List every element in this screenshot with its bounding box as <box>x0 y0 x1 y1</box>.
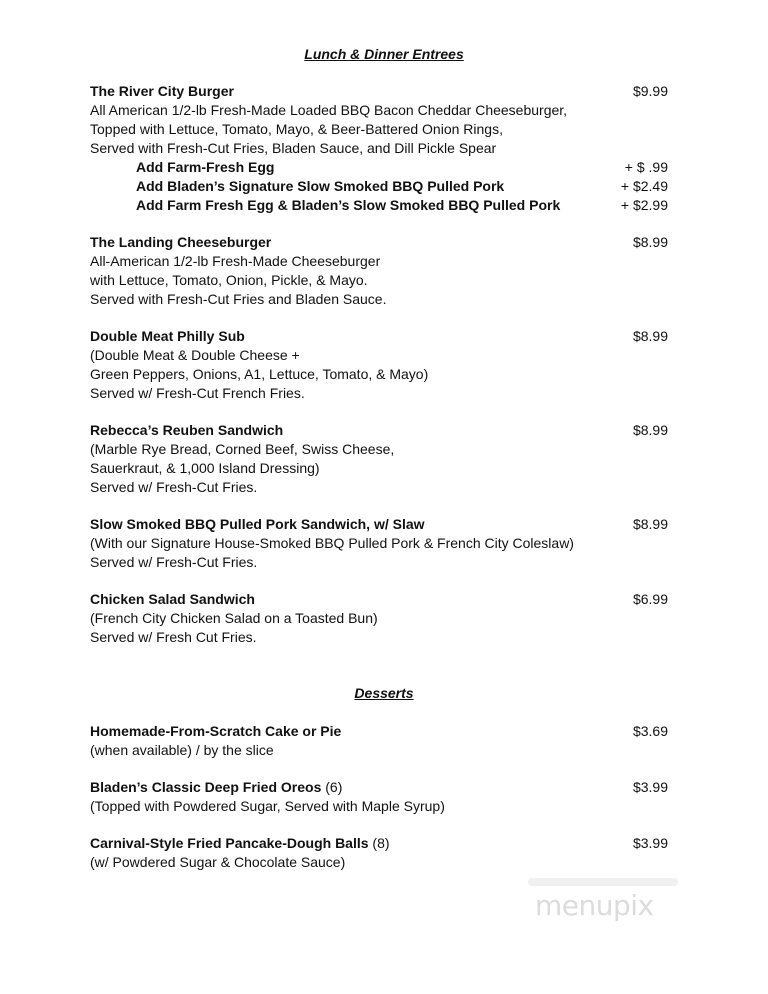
item-name: Bladen’s Classic Deep Fried Oreos <box>90 779 322 795</box>
item-description: Served with Fresh-Cut Fries and Bladen Sauce. <box>90 291 387 307</box>
item-description: Served w/ Fresh-Cut Fries. <box>90 479 258 495</box>
menu-item <box>90 834 668 872</box>
watermark-logo: menupix <box>535 889 654 922</box>
item-name: Double Meat Philly Sub <box>90 328 245 344</box>
item-description: (With our Signature House-Smoked BBQ Pulled Pork & French City Coleslaw) <box>90 535 574 551</box>
item-price: $9.99 <box>632 83 668 99</box>
item-name: Carnival-Style Fried Pancake-Dough Balls <box>90 835 369 851</box>
item-description: (Double Meat & Double Cheese + <box>90 347 300 363</box>
entrees-title: Lunch & Dinner Entrees <box>304 46 464 62</box>
item-name: Rebecca’s Reuben Sandwich <box>90 422 284 438</box>
menu-item <box>90 82 668 215</box>
item-name: Slow Smoked BBQ Pulled Pork Sandwich, w/ Slaw <box>90 516 425 532</box>
desserts-title: Desserts <box>354 685 414 701</box>
addon-row <box>90 177 668 196</box>
item-name: Homemade-From-Scratch Cake or Pie <box>90 723 342 739</box>
item-description: Topped with Lettuce, Tomato, Mayo, & Beer-Battered Onion Rings, <box>90 121 503 137</box>
item-name: Chicken Salad Sandwich <box>90 591 255 607</box>
item-description: (when available) / by the slice <box>90 742 274 758</box>
addon-name: Add Farm Fresh Egg & Bladen’s Slow Smoked BBQ Pulled Pork <box>136 197 561 213</box>
addon-price: + $2.99 <box>620 197 668 213</box>
addon-name: Add Farm-Fresh Egg <box>136 159 275 175</box>
item-description: Sauerkraut, & 1,000 Island Dressing) <box>90 460 320 476</box>
item-description: (Topped with Powdered Sugar, Served with Maple Syrup) <box>90 798 445 814</box>
menu-item <box>90 233 668 309</box>
item-description: with Lettuce, Tomato, Onion, Pickle, & Mayo. <box>90 272 368 288</box>
item-description: Served w/ Fresh-Cut Fries. <box>90 554 258 570</box>
item-count: (6) <box>321 779 343 795</box>
item-price: $3.99 <box>632 835 668 851</box>
addon-price: + $ .99 <box>624 159 668 175</box>
addon-row <box>90 158 668 177</box>
item-description: (French City Chicken Salad on a Toasted Bun) <box>90 610 378 626</box>
item-price: $3.99 <box>632 779 668 795</box>
item-description: (w/ Powdered Sugar & Chocolate Sauce) <box>90 854 346 870</box>
item-price: $8.99 <box>632 422 668 438</box>
item-price: $8.99 <box>632 234 668 250</box>
item-description: All-American 1/2-lb Fresh-Made Cheeseburger <box>90 253 381 269</box>
item-price: $8.99 <box>632 328 668 344</box>
menu-item <box>90 722 668 760</box>
addon-price: + $2.49 <box>620 178 668 194</box>
item-name: The Landing Cheeseburger <box>90 234 272 250</box>
menu-item <box>90 421 668 497</box>
item-price: $8.99 <box>632 516 668 532</box>
menu-item <box>90 590 668 647</box>
addon-row <box>90 196 668 215</box>
item-description: Green Peppers, Onions, A1, Lettuce, Tomato, & Mayo) <box>90 366 429 382</box>
item-description: All American 1/2-lb Fresh-Made Loaded BBQ Bacon Cheddar Cheeseburger, <box>90 102 568 118</box>
item-count: (8) <box>368 835 390 851</box>
addon-name: Add Bladen’s Signature Slow Smoked BBQ Pulled Pork <box>136 178 505 194</box>
item-price: $3.69 <box>632 723 668 739</box>
menu-item <box>90 778 668 816</box>
item-price: $6.99 <box>632 591 668 607</box>
item-description: Served w/ Fresh Cut Fries. <box>90 629 257 645</box>
item-description: Served w/ Fresh-Cut French Fries. <box>90 385 305 401</box>
watermark-decoration <box>528 878 678 886</box>
item-description: (Marble Rye Bread, Corned Beef, Swiss Cheese, <box>90 441 395 457</box>
item-name: The River City Burger <box>90 83 234 99</box>
menu-item <box>90 327 668 403</box>
menu-item <box>90 515 668 572</box>
item-description: Served with Fresh-Cut Fries, Bladen Sauce, and Dill Pickle Spear <box>90 140 497 156</box>
